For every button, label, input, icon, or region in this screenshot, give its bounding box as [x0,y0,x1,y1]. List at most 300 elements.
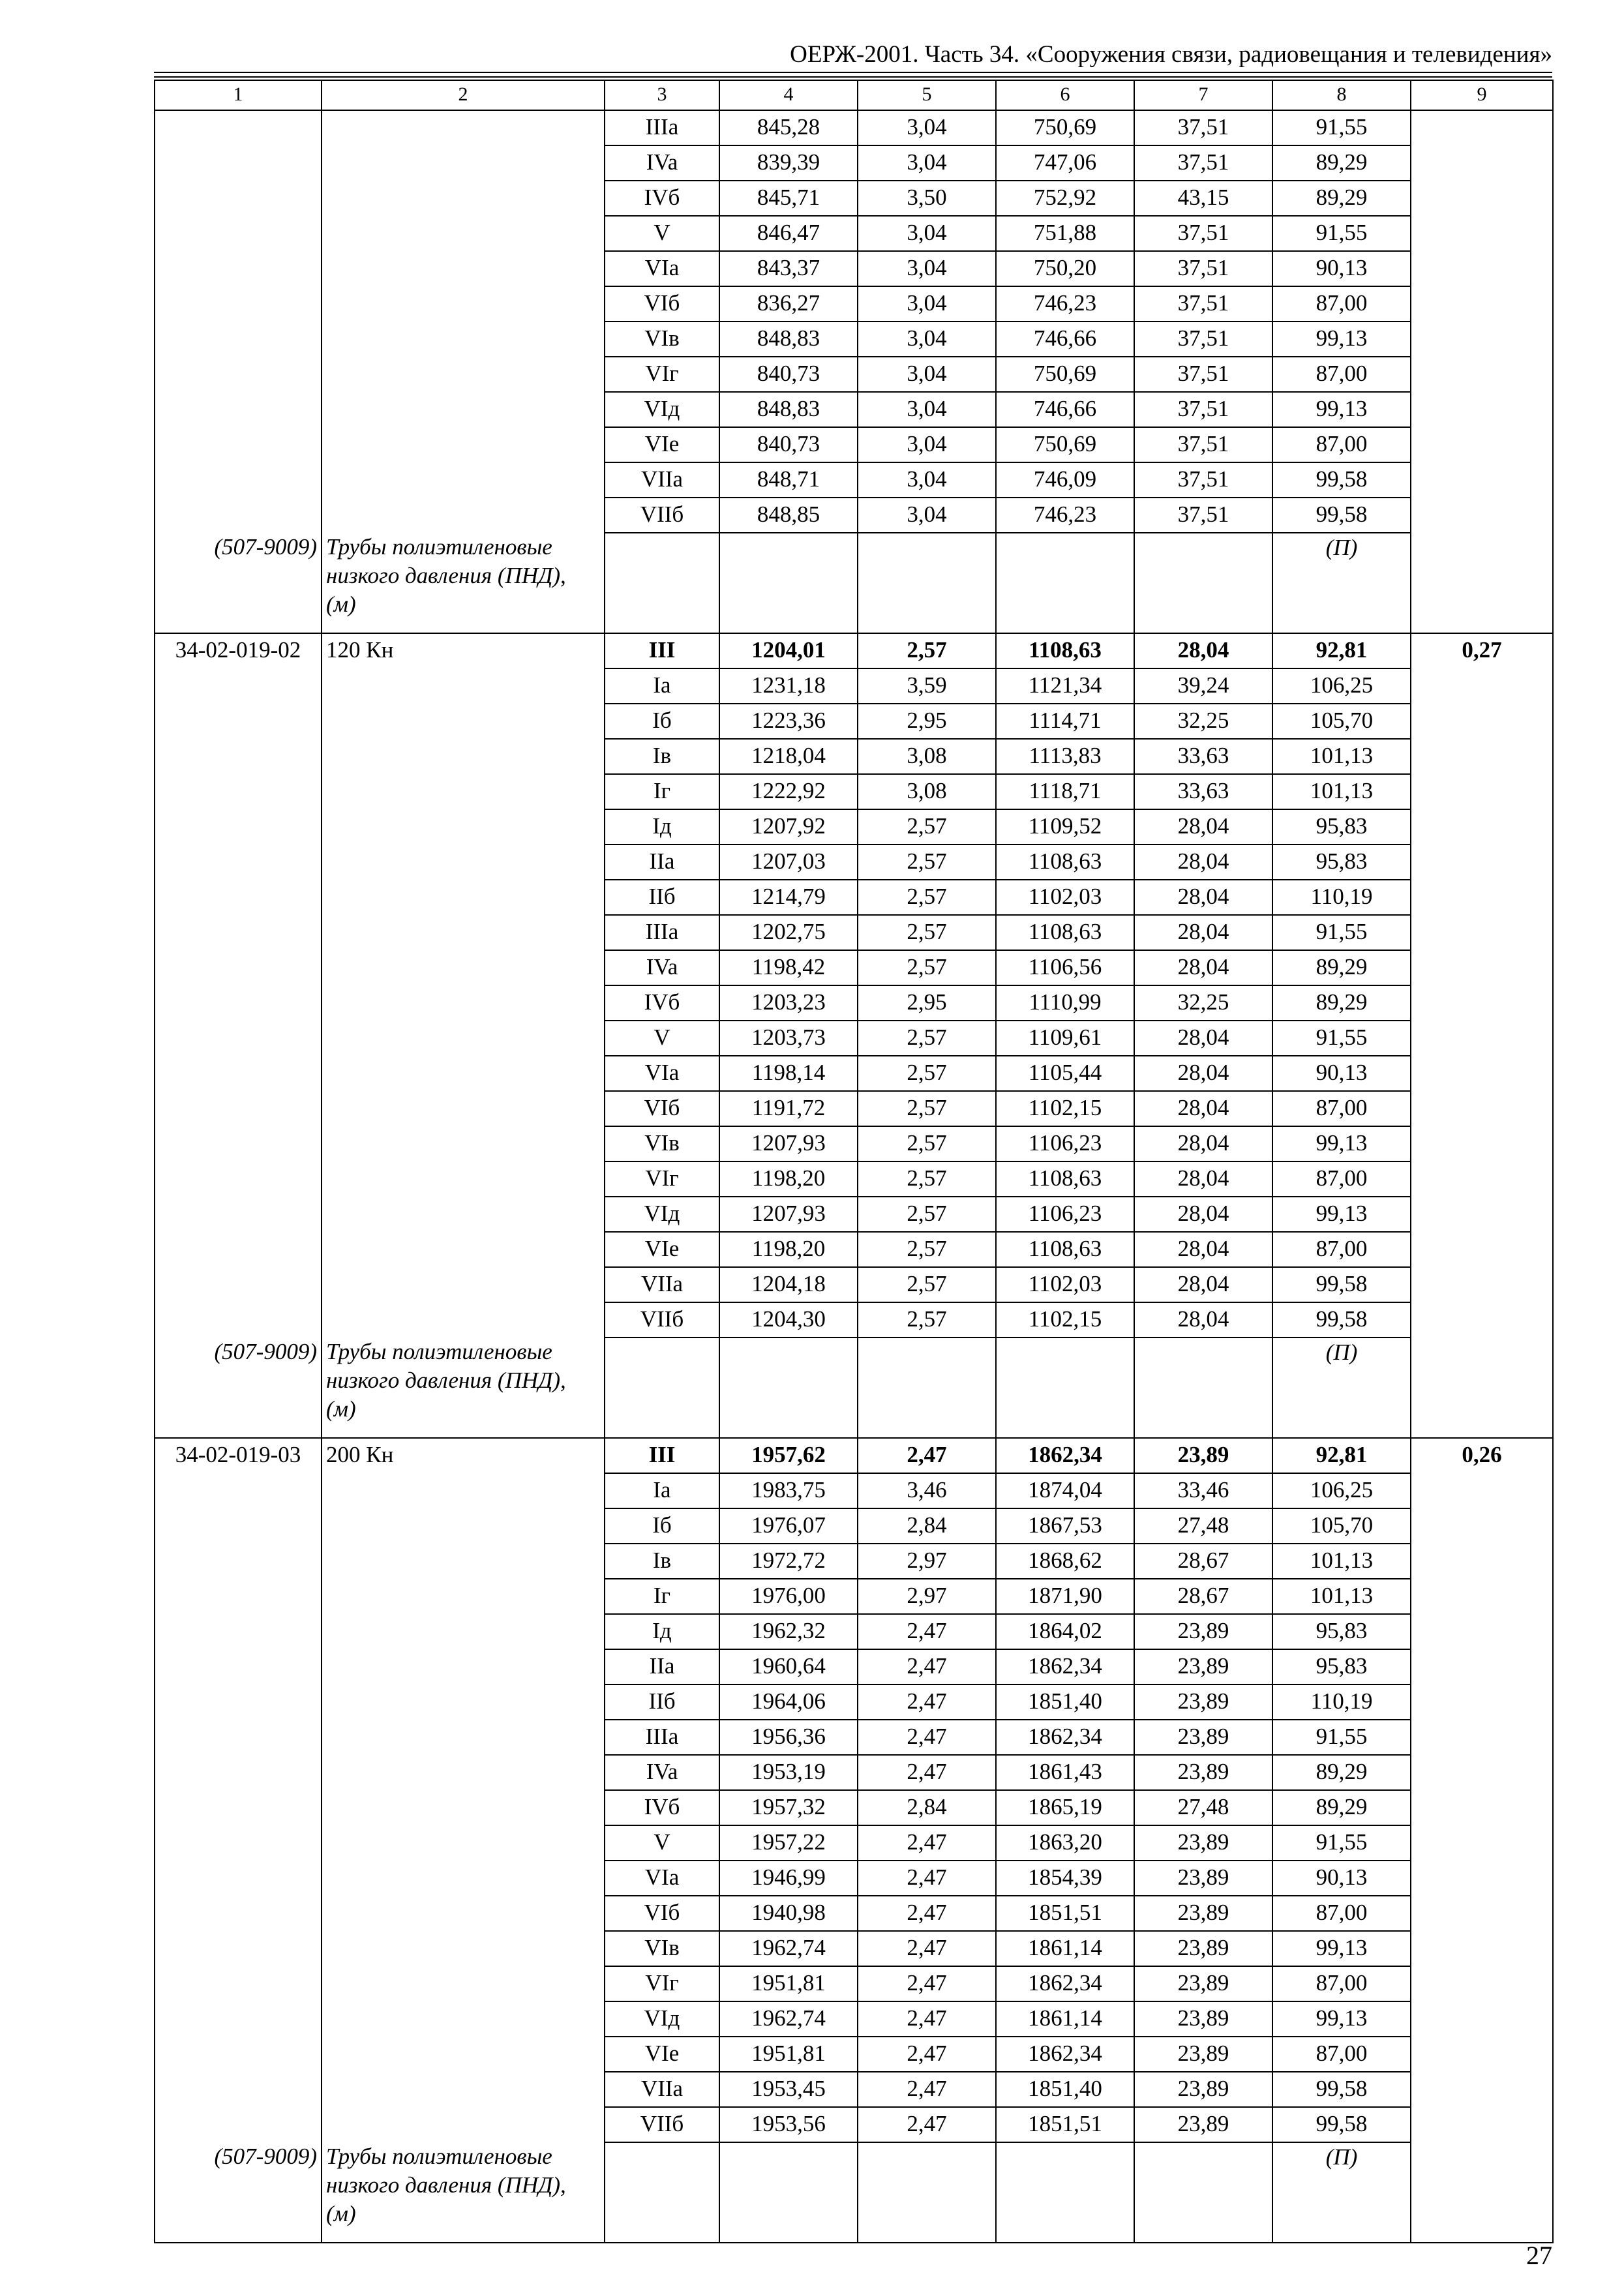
value-cell: 1223,36 [719,704,858,739]
value-cell: 1203,73 [719,1021,858,1056]
value-cell: 28,04 [1134,809,1272,845]
value-cell: 1865,19 [996,1790,1134,1825]
coefficient-cell [1411,1056,1553,1091]
value-cell: 28,04 [1134,880,1272,915]
value-cell: 750,69 [996,110,1134,145]
value-cell: 89,29 [1272,1755,1411,1790]
material-row [155,2142,1553,2243]
value-cell: 99,58 [1272,1302,1411,1338]
value-cell: 110,19 [1272,1684,1411,1720]
table-row [155,1579,1553,1614]
table-row [155,1438,1553,1473]
name-cell [322,1302,605,1338]
value-cell: 1867,53 [996,1508,1134,1544]
zone-cell: Iд [605,1614,719,1649]
coefficient-cell [1411,181,1553,216]
value-cell: 840,73 [719,427,858,462]
value-cell: 2,57 [858,1021,996,1056]
empty-cell [719,2142,858,2243]
value-cell: 3,08 [858,739,996,774]
name-cell [322,2001,605,2037]
material-note: (П) [1272,2142,1411,2243]
value-cell: 99,13 [1272,1931,1411,1966]
value-cell: 95,83 [1272,1614,1411,1649]
value-cell: 836,27 [719,286,858,322]
value-cell: 95,83 [1272,845,1411,880]
name-cell [322,357,605,392]
value-cell: 1953,56 [719,2107,858,2142]
value-cell: 1106,56 [996,950,1134,985]
table-row [155,1649,1553,1684]
name-cell [322,739,605,774]
value-cell: 746,23 [996,498,1134,533]
zone-cell: VIa [605,1056,719,1091]
coefficient-cell [1411,2037,1553,2072]
value-cell: 91,55 [1272,1825,1411,1861]
value-cell: 37,51 [1134,145,1272,181]
coefficient-cell [1411,322,1553,357]
value-cell: 23,89 [1134,1931,1272,1966]
code-cell [155,1232,322,1267]
code-cell [155,1473,322,1508]
zone-cell: Iг [605,1579,719,1614]
code-cell [155,1684,322,1720]
coefficient-cell [1411,1896,1553,1931]
value-cell: 106,25 [1272,668,1411,704]
code-cell [155,1790,322,1825]
coefficient-cell [1411,1684,1553,1720]
value-cell: 746,66 [996,392,1134,427]
empty-cell [858,2142,996,2243]
value-cell: 2,57 [858,880,996,915]
coefficient-cell [1411,1790,1553,1825]
value-cell: 1198,20 [719,1232,858,1267]
value-cell: 89,29 [1272,950,1411,985]
empty-cell [996,1338,1134,1438]
value-cell: 1972,72 [719,1544,858,1579]
value-cell: 1102,03 [996,1267,1134,1302]
value-cell: 2,47 [858,1825,996,1861]
table-row [155,216,1553,251]
value-cell: 2,95 [858,985,996,1021]
table-row [155,880,1553,915]
value-cell: 1102,15 [996,1091,1134,1126]
coefficient-cell: 0,26 [1411,1438,1553,1473]
coefficient-cell [1411,2142,1553,2243]
value-cell: 1851,51 [996,2107,1134,2142]
coefficient-cell [1411,462,1553,498]
name-cell [322,985,605,1021]
value-cell: 23,89 [1134,2037,1272,2072]
value-cell: 750,20 [996,251,1134,286]
table-row [155,145,1553,181]
name-cell [322,809,605,845]
value-cell: 1868,62 [996,1544,1134,1579]
value-cell: 1851,51 [996,1896,1134,1931]
name-cell [322,1232,605,1267]
name-cell [322,216,605,251]
value-cell: 2,84 [858,1508,996,1544]
value-cell: 750,69 [996,427,1134,462]
coefficient-cell: 0,27 [1411,633,1553,668]
zone-cell: VIд [605,392,719,427]
value-cell: 37,51 [1134,462,1272,498]
value-cell: 87,00 [1272,1161,1411,1197]
name-cell [322,1684,605,1720]
table-row [155,1056,1553,1091]
name-cell [322,1931,605,1966]
value-cell: 2,95 [858,704,996,739]
table-row [155,322,1553,357]
table-row [155,1197,1553,1232]
code-cell [155,145,322,181]
code-cell [155,1302,322,1338]
value-cell: 2,97 [858,1579,996,1614]
table-row [155,1790,1553,1825]
value-cell: 28,04 [1134,633,1272,668]
empty-cell [605,2142,719,2243]
table-row [155,1021,1553,1056]
value-cell: 1207,92 [719,809,858,845]
zone-cell: VIг [605,1161,719,1197]
value-cell: 39,24 [1134,668,1272,704]
coefficient-cell [1411,1720,1553,1755]
zone-cell: VIIa [605,2072,719,2107]
table-row [155,2107,1553,2142]
code-cell [155,950,322,985]
code-cell [155,2037,322,2072]
empty-cell [996,533,1134,633]
value-cell: 43,15 [1134,181,1272,216]
coefficient-cell [1411,1508,1553,1544]
value-cell: 1953,45 [719,2072,858,2107]
coefficient-cell [1411,1267,1553,1302]
value-cell: 746,23 [996,286,1134,322]
value-cell: 99,13 [1272,1197,1411,1232]
coefficient-cell [1411,251,1553,286]
table-row [155,1896,1553,1931]
value-cell: 37,51 [1134,216,1272,251]
value-cell: 87,00 [1272,1896,1411,1931]
value-cell: 746,09 [996,462,1134,498]
value-cell: 23,89 [1134,1755,1272,1790]
value-cell: 1874,04 [996,1473,1134,1508]
value-cell: 1102,15 [996,1302,1134,1338]
value-cell: 99,13 [1272,2001,1411,2037]
coefficient-cell [1411,845,1553,880]
value-cell: 99,58 [1272,498,1411,533]
value-cell: 3,08 [858,774,996,809]
value-cell: 845,71 [719,181,858,216]
name-cell [322,462,605,498]
code-cell [155,845,322,880]
material-row [155,1338,1553,1438]
name-cell [322,1790,605,1825]
value-cell: 1861,14 [996,1931,1134,1966]
value-cell: 1108,63 [996,915,1134,950]
name-cell [322,181,605,216]
table-row [155,704,1553,739]
value-cell: 99,13 [1272,1126,1411,1161]
value-cell: 848,71 [719,462,858,498]
value-cell: 1121,34 [996,668,1134,704]
value-cell: 87,00 [1272,427,1411,462]
value-cell: 846,47 [719,216,858,251]
value-cell: 105,70 [1272,704,1411,739]
table-row [155,2001,1553,2037]
code-cell [155,1091,322,1126]
code-cell [155,1508,322,1544]
code-cell [155,427,322,462]
name-cell [322,950,605,985]
material-code: (507-9009) [155,2142,322,2243]
value-cell: 28,04 [1134,1021,1272,1056]
value-cell: 1962,74 [719,2001,858,2037]
name-cell [322,110,605,145]
zone-cell: VIв [605,1126,719,1161]
value-cell: 2,47 [858,2072,996,2107]
value-cell: 843,37 [719,251,858,286]
value-cell: 3,04 [858,216,996,251]
code-cell [155,774,322,809]
coefficient-cell [1411,880,1553,915]
empty-cell [719,1338,858,1438]
coefficient-cell [1411,2001,1553,2037]
code-cell [155,251,322,286]
value-cell: 1204,01 [719,633,858,668]
coefficient-cell [1411,915,1553,950]
coefficient-cell [1411,1197,1553,1232]
value-cell: 1940,98 [719,1896,858,1931]
zone-cell: IIa [605,1649,719,1684]
value-cell: 1861,43 [996,1755,1134,1790]
zone-cell: Iд [605,809,719,845]
value-cell: 2,47 [858,1755,996,1790]
value-cell: 92,81 [1272,1438,1411,1473]
table-row [155,915,1553,950]
material-row [155,533,1553,633]
value-cell: 23,89 [1134,1861,1272,1896]
table-row [155,1267,1553,1302]
value-cell: 1198,14 [719,1056,858,1091]
value-cell: 95,83 [1272,1649,1411,1684]
coefficient-cell [1411,1579,1553,1614]
value-cell: 37,51 [1134,427,1272,462]
zone-cell: VIa [605,1861,719,1896]
coefficient-cell [1411,498,1553,533]
value-cell: 2,57 [858,1197,996,1232]
value-cell: 1851,40 [996,1684,1134,1720]
name-cell [322,1614,605,1649]
empty-cell [605,533,719,633]
name-cell [322,1056,605,1091]
value-cell: 1222,92 [719,774,858,809]
value-cell: 1105,44 [996,1056,1134,1091]
empty-cell [1134,2142,1272,2243]
value-cell: 32,25 [1134,704,1272,739]
code-cell [155,1861,322,1896]
code-cell [155,985,322,1021]
value-cell: 1951,81 [719,1966,858,2001]
table-row [155,1755,1553,1790]
code-cell [155,1966,322,2001]
value-cell: 37,51 [1134,498,1272,533]
value-cell: 28,04 [1134,1056,1272,1091]
value-cell: 28,04 [1134,845,1272,880]
value-cell: 1976,00 [719,1579,858,1614]
value-cell: 3,59 [858,668,996,704]
value-cell: 751,88 [996,216,1134,251]
value-cell: 2,47 [858,1438,996,1473]
value-cell: 2,47 [858,1649,996,1684]
value-cell: 845,28 [719,110,858,145]
value-cell: 27,48 [1134,1790,1272,1825]
value-cell: 1862,34 [996,1649,1134,1684]
name-cell: 200 Кн [322,1438,605,1473]
zone-cell: IIa [605,845,719,880]
code-cell: 34-02-019-02 [155,633,322,668]
coefficient-cell [1411,1825,1553,1861]
table-row [155,985,1553,1021]
coefficient-cell [1411,774,1553,809]
value-cell: 3,04 [858,110,996,145]
table-row [155,427,1553,462]
coefficient-cell [1411,145,1553,181]
table-row [155,498,1553,533]
value-cell: 1862,34 [996,1966,1134,2001]
value-cell: 3,46 [858,1473,996,1508]
column-header: 6 [996,80,1134,110]
column-header: 2 [322,80,605,110]
value-cell: 3,50 [858,181,996,216]
name-cell [322,1021,605,1056]
value-cell: 1204,18 [719,1267,858,1302]
material-name: Трубы полиэтиленовые низкого давления (ПНД), (м) [322,533,605,633]
table-row [155,633,1553,668]
table-row [155,1861,1553,1896]
value-cell: 106,25 [1272,1473,1411,1508]
value-cell: 101,13 [1272,774,1411,809]
page-number: 27 [1526,2241,1552,2270]
value-cell: 99,58 [1272,462,1411,498]
value-cell: 87,00 [1272,1091,1411,1126]
value-cell: 87,00 [1272,1966,1411,2001]
value-cell: 2,57 [858,1302,996,1338]
value-cell: 1198,20 [719,1161,858,1197]
coefficient-cell [1411,985,1553,1021]
value-cell: 23,89 [1134,1966,1272,2001]
code-cell [155,1021,322,1056]
name-cell [322,1720,605,1755]
value-cell: 3,04 [858,427,996,462]
name-cell [322,2072,605,2107]
coefficient-cell [1411,1966,1553,2001]
table-row [155,845,1553,880]
value-cell: 37,51 [1134,322,1272,357]
value-cell: 37,51 [1134,286,1272,322]
value-cell: 1109,61 [996,1021,1134,1056]
code-cell [155,739,322,774]
code-cell [155,1720,322,1755]
code-cell [155,1267,322,1302]
name-cell [322,427,605,462]
value-cell: 3,04 [858,322,996,357]
value-cell: 1863,20 [996,1825,1134,1861]
zone-cell: VIг [605,357,719,392]
value-cell: 1207,03 [719,845,858,880]
value-cell: 28,04 [1134,1161,1272,1197]
value-cell: 2,47 [858,1896,996,1931]
value-cell: 1864,02 [996,1614,1134,1649]
value-cell: 23,89 [1134,1896,1272,1931]
value-cell: 99,13 [1272,322,1411,357]
table-row [155,1720,1553,1755]
value-cell: 1203,23 [719,985,858,1021]
value-cell: 28,04 [1134,950,1272,985]
zone-cell: VIб [605,1091,719,1126]
value-cell: 2,57 [858,1267,996,1302]
code-cell [155,915,322,950]
value-cell: 95,83 [1272,809,1411,845]
value-cell: 839,39 [719,145,858,181]
name-cell [322,286,605,322]
value-cell: 89,29 [1272,145,1411,181]
coefficient-cell [1411,1091,1553,1126]
value-cell: 28,04 [1134,915,1272,950]
value-cell: 2,57 [858,1056,996,1091]
value-cell: 1960,64 [719,1649,858,1684]
value-cell: 99,58 [1272,2072,1411,2107]
table-row [155,251,1553,286]
value-cell: 750,69 [996,357,1134,392]
header-rule [154,72,1552,73]
value-cell: 1862,34 [996,2037,1134,2072]
value-cell: 1957,32 [719,1790,858,1825]
value-cell: 90,13 [1272,251,1411,286]
value-cell: 23,89 [1134,1614,1272,1649]
value-cell: 1956,36 [719,1720,858,1755]
coefficient-cell [1411,357,1553,392]
value-cell: 33,46 [1134,1473,1272,1508]
empty-cell [1134,1338,1272,1438]
empty-cell [719,533,858,633]
value-cell: 89,29 [1272,1790,1411,1825]
empty-cell [605,1338,719,1438]
name-cell [322,1267,605,1302]
value-cell: 2,47 [858,2107,996,2142]
coefficient-cell [1411,286,1553,322]
zone-cell: VIг [605,1966,719,2001]
table-row [155,2037,1553,2072]
value-cell: 2,47 [858,1720,996,1755]
value-cell: 91,55 [1272,1720,1411,1755]
value-cell: 37,51 [1134,357,1272,392]
empty-cell [858,1338,996,1438]
zone-cell: VIIб [605,1302,719,1338]
name-cell [322,498,605,533]
name-cell [322,1755,605,1790]
value-cell: 1953,19 [719,1755,858,1790]
zone-cell: IIIa [605,1720,719,1755]
zone-cell: III [605,633,719,668]
code-cell [155,1161,322,1197]
table-row [155,1614,1553,1649]
value-cell: 2,47 [858,2037,996,2072]
column-header: 7 [1134,80,1272,110]
value-cell: 99,58 [1272,2107,1411,2142]
coefficient-cell [1411,1126,1553,1161]
code-cell [155,1896,322,1931]
